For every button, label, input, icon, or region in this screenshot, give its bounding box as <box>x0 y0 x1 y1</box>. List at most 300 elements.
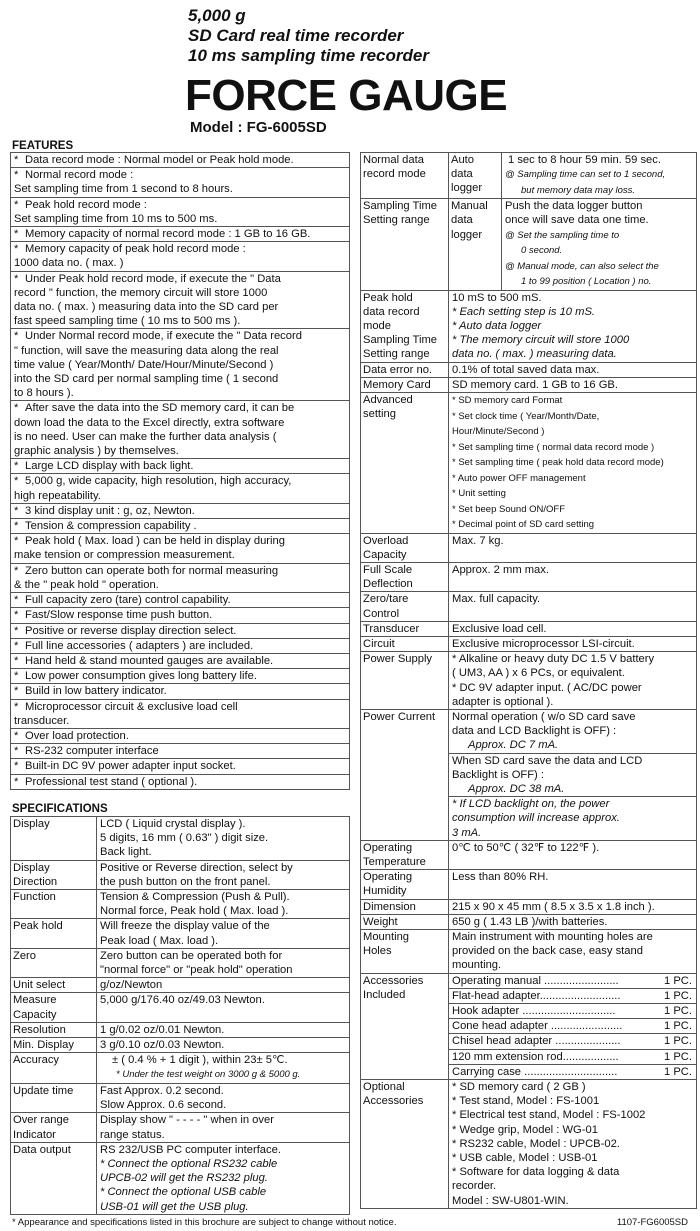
spec-value-line: Normal operation ( w/o SD card save <box>452 710 636 723</box>
feature-line <box>11 300 349 314</box>
feature-row <box>11 227 349 242</box>
spec-value-line: the push button on the front panel. <box>100 875 271 888</box>
feature-line <box>11 198 349 212</box>
feature-text: Memory capacity of normal record mode : 1 GB to 16 GB. <box>25 228 311 241</box>
spec-value <box>449 841 696 869</box>
bullet-icon: * <box>14 272 19 285</box>
feature-line <box>11 242 349 256</box>
spec-value-line: 10 mS to 500 mS. <box>452 291 542 304</box>
feature-text: high repeatability. <box>14 489 101 502</box>
disclaimer-note: * Appearance and specifications listed in this brochure are subject to change without notice. <box>12 1217 397 1228</box>
spec-value-line: Backlight is OFF) : <box>452 768 545 781</box>
spec-label-line: Peak hold <box>363 291 413 304</box>
logger-type-line: Manual <box>451 200 488 213</box>
feature-line <box>11 227 349 241</box>
feature-row <box>11 608 349 623</box>
spec-italic-line: * Connect the optional USB cable <box>100 1186 267 1199</box>
setting-item: * Set beep Sound ON/OFF <box>452 503 566 515</box>
feature-row <box>11 242 349 271</box>
spec-row <box>361 199 696 290</box>
spec-value <box>97 1084 349 1112</box>
spec-label <box>11 1038 97 1052</box>
spec-row <box>11 1113 349 1142</box>
spec-row <box>361 870 696 899</box>
spec-label-line: Memory Card <box>363 378 431 391</box>
spec-value <box>449 291 696 362</box>
spec-label-line: Weight <box>363 915 398 928</box>
spec-label-line: Function <box>13 891 56 904</box>
accessory-name: Chisel head adapter ..................... <box>452 1035 621 1048</box>
feature-text: Peak hold record mode : <box>25 198 147 211</box>
spec-value <box>97 1053 349 1083</box>
spec-row <box>361 900 696 915</box>
feature-line <box>11 416 349 430</box>
spec-value-line: RS 232/USB PC computer interface. <box>100 1143 281 1156</box>
feature-row <box>11 198 349 227</box>
spec-value <box>449 1080 696 1208</box>
spec-label <box>361 363 449 377</box>
spec-label <box>11 978 97 992</box>
feature-line <box>11 578 349 592</box>
bullet-icon: * <box>14 670 19 683</box>
feature-line <box>11 564 349 578</box>
spec-italic-line: 3 mA. <box>452 826 482 839</box>
optional-item: * Wedge grip, Model : WG-01 <box>452 1123 598 1136</box>
spec-value <box>97 890 349 918</box>
spec-label <box>11 1084 97 1112</box>
feature-text: Build in low battery indicator. <box>25 685 167 698</box>
spec-row <box>361 291 696 363</box>
feature-line <box>11 168 349 182</box>
spec-label <box>361 637 449 651</box>
feature-line <box>11 684 349 698</box>
optional-item: * Electrical test stand, Model : FS-1002 <box>452 1109 646 1122</box>
spec-italic-line: UPCB-02 will get the RS232 plug. <box>100 1172 268 1185</box>
spec-value-line: LCD ( Liquid crystal display ). <box>100 818 246 830</box>
spec-value <box>449 393 696 533</box>
spec-label <box>361 870 449 898</box>
spec-label-line: Power Current <box>363 710 436 723</box>
bullet-icon: * <box>14 685 19 698</box>
spec-label-line: Resolution <box>13 1023 66 1036</box>
bullet-icon: * <box>14 639 19 652</box>
spec-label-line: Capacity <box>13 1008 57 1021</box>
sampling-range: 1 sec to 8 hour 59 min. 59 sec. <box>508 154 661 166</box>
spec-row <box>11 978 349 993</box>
accessory-item <box>449 1019 696 1034</box>
spec-value <box>502 199 696 289</box>
feature-text: make tension or compression measurement. <box>14 549 235 562</box>
spec-note: * Under the test weight on 3000 g & 5000 g. <box>116 1069 301 1081</box>
feature-row <box>11 401 349 459</box>
spec-value <box>502 153 696 198</box>
feature-row <box>11 684 349 699</box>
feature-text: record " function, the memory circuit will store 1000 <box>14 286 268 299</box>
feature-text: Positive or reverse display direction select. <box>25 624 237 637</box>
spec-label <box>361 622 449 636</box>
spec-label-line: Update time <box>13 1084 74 1097</box>
spec-label <box>361 534 449 562</box>
page-title: FORCE GAUGE <box>185 71 508 120</box>
spec-value <box>97 1023 349 1037</box>
spec-label-line: Operating <box>363 871 413 884</box>
spec-value <box>449 592 696 620</box>
optional-item: recorder. <box>452 1180 497 1193</box>
logger-type-line: logger <box>451 182 483 195</box>
spec-label <box>361 291 449 362</box>
spec-value-line: Exclusive load cell. <box>452 622 547 635</box>
feature-text: Memory capacity of peak hold record mode : <box>25 243 246 256</box>
logger-type <box>449 153 502 198</box>
spec-label <box>361 974 449 1079</box>
spec-label-line: Indicator <box>13 1128 56 1141</box>
spec-value <box>449 622 696 636</box>
spec-value <box>97 978 349 992</box>
spec-label-line: Humidity <box>363 885 407 898</box>
spec-label-line: Sampling Time <box>363 200 437 213</box>
spec-value-line: SD memory card. 1 GB to 16 GB. <box>452 378 619 391</box>
spec-label-line: Accessories <box>363 974 424 987</box>
spec-value <box>97 1038 349 1052</box>
spec-row <box>11 1084 349 1113</box>
spec-label-line: Zero <box>13 949 37 962</box>
spec-value <box>449 637 696 651</box>
spec-label-line: Setting range <box>363 348 430 361</box>
spec-italic-line: Approx. DC 38 mA. <box>468 782 565 795</box>
accessory-name: Operating manual ........................ <box>452 974 619 987</box>
bullet-icon: * <box>14 520 19 533</box>
spec-row <box>361 841 696 870</box>
spec-value <box>97 949 349 977</box>
spec-italic-line: * Each setting step is 10 mS. <box>452 305 596 318</box>
spec-value-line: Positive or Reverse direction, select by <box>100 861 293 874</box>
bullet-icon: * <box>14 330 19 343</box>
spec-label-line: Power Supply <box>363 653 433 666</box>
features-heading: FEATURES <box>12 140 74 152</box>
capacity-heading: 5,000 g <box>188 6 246 25</box>
feature-line <box>11 744 349 758</box>
optional-item: * RS232 cable, Model : UPCB-02. <box>452 1137 620 1150</box>
bullet-icon: * <box>14 594 19 607</box>
feature-row <box>11 639 349 654</box>
spec-row <box>11 1023 349 1038</box>
feature-text: Large LCD display with back light. <box>25 460 194 473</box>
feature-row <box>11 519 349 534</box>
feature-text: is no need. User can make the further data analysis ( <box>14 430 277 443</box>
spec-value <box>449 534 696 562</box>
spec-value <box>449 870 696 898</box>
setting-item: * SD memory card Format <box>452 395 563 407</box>
accessory-qty: 1 PC. <box>664 974 692 987</box>
feature-line <box>11 593 349 607</box>
feature-text: 1000 data no. ( max. ) <box>14 257 124 270</box>
spec-row <box>11 949 349 978</box>
spec-label-line: Mounting <box>363 931 410 944</box>
accessory-name: Flat-head adapter.......................... <box>452 989 621 1002</box>
spec-label-line: Operating <box>363 841 413 854</box>
spec-value-line: Back light. <box>100 846 152 859</box>
spec-label <box>361 1080 449 1208</box>
spec-italic-line: * Auto data logger <box>452 320 542 333</box>
feature-line <box>11 759 349 773</box>
spec-value-line: Tension & Compression (Push & Pull). <box>100 891 290 904</box>
spec-label-line: mode <box>363 320 391 333</box>
spec-value-line: mounting. <box>452 959 502 972</box>
feature-line <box>11 344 349 358</box>
feature-line <box>11 314 349 328</box>
accessory-qty: 1 PC. <box>664 1065 692 1078</box>
spec-row <box>361 534 696 563</box>
bullet-icon: * <box>14 228 19 241</box>
spec-value-line: Max. full capacity. <box>452 593 541 606</box>
spec-row <box>361 1080 696 1208</box>
spec-label-line: Normal data <box>363 154 424 166</box>
spec-value-line: * Alkaline or heavy duty DC 1.5 V battery <box>452 653 655 666</box>
spec-label-line: Peak hold <box>13 920 63 933</box>
bullet-icon: * <box>14 609 19 622</box>
feature-text: Professional test stand ( optional ). <box>25 775 198 788</box>
spec-value-line: Exclusive microprocessor LSI-circuit. <box>452 637 635 650</box>
feature-row <box>11 329 349 401</box>
setting-item: * Decimal point of SD card setting <box>452 519 595 531</box>
spec-value-line: adapter is optional ). <box>452 695 554 708</box>
optional-item: * SD memory card ( 2 GB ) <box>452 1081 586 1094</box>
spec-value <box>449 974 696 1079</box>
spec-value-line: Zero button can be operated both for <box>100 949 283 962</box>
feature-line <box>11 504 349 518</box>
spec-row <box>361 393 696 534</box>
spec-value-line: 5,000 g/176.40 oz/49.03 Newton. <box>100 994 265 1007</box>
spec-value-line: Main instrument with mounting holes are <box>452 931 653 944</box>
spec-label-line: setting <box>363 408 396 421</box>
spec-italic-line: Approx. DC 7 mA. <box>468 739 559 752</box>
spec-label <box>361 652 449 709</box>
feature-row <box>11 700 349 729</box>
spec-label-line: record mode <box>363 168 426 181</box>
feature-row <box>11 744 349 759</box>
feature-line <box>11 430 349 444</box>
spec-row <box>11 890 349 919</box>
feature-row <box>11 168 349 197</box>
spec-value <box>97 1143 349 1214</box>
spec-value-line: Push the data logger button <box>505 200 643 213</box>
spec-row <box>361 974 696 1080</box>
spec-label-line: Full Scale <box>363 563 413 576</box>
feature-line <box>11 272 349 286</box>
bullet-icon: * <box>14 624 19 637</box>
spec-row <box>361 378 696 393</box>
optional-item: Model : SW-U801-WIN. <box>452 1194 569 1207</box>
spec-note: 1 to 99 position ( Location ) no. <box>521 276 652 288</box>
bullet-icon: * <box>14 745 19 758</box>
spec-label-line: Display <box>13 818 50 830</box>
feature-line <box>11 329 349 343</box>
feature-line <box>11 212 349 226</box>
spec-row <box>361 622 696 637</box>
feature-line <box>11 182 349 196</box>
spec-label-line: Included <box>363 988 406 1001</box>
spec-label-line: Zero/tare <box>363 593 409 606</box>
feature-text: Over load protection. <box>25 729 129 742</box>
spec-value-line: Display show " - - - - " when in over <box>100 1114 274 1127</box>
spec-value-line: "normal force" or "peak hold" operation <box>100 964 293 977</box>
feature-row <box>11 564 349 593</box>
feature-text: Microprocessor circuit & exclusive load cell <box>25 700 238 713</box>
feature-line <box>11 489 349 503</box>
spec-label <box>11 861 97 889</box>
spec-label-line: Transducer <box>363 622 420 635</box>
power-current-part <box>449 710 696 754</box>
accessory-qty: 1 PC. <box>664 1020 692 1033</box>
spec-label <box>361 930 449 973</box>
optional-item: * Software for data logging & data <box>452 1166 620 1179</box>
spec-label-line: Display <box>13 861 50 874</box>
feature-row <box>11 729 349 744</box>
spec-value <box>449 652 696 709</box>
accessory-qty: 1 PC. <box>664 1005 692 1018</box>
feature-text: to 8 hours ). <box>14 387 74 400</box>
feature-line <box>11 669 349 683</box>
spec-italic-line: * Connect the optional RS232 cable <box>100 1157 278 1170</box>
setting-item: * Auto power OFF management <box>452 472 586 484</box>
feature-row <box>11 153 349 168</box>
spec-value-line: * DC 9V adapter input. ( AC/DC power <box>452 681 642 694</box>
spec-italic-line: USB-01 will get the USB plug. <box>100 1200 249 1213</box>
setting-item: * Unit setting <box>452 488 506 500</box>
spec-row <box>11 919 349 948</box>
feature-text: Fast/Slow response time push button. <box>25 609 213 622</box>
logger-type <box>449 199 502 289</box>
spec-value <box>449 930 696 973</box>
spec-label-line: Accessories <box>363 1095 424 1108</box>
setting-item: * Set clock time ( Year/Month/Date, <box>452 410 600 422</box>
feature-text: fast speed sampling time ( 10 ms to 500 ms ). <box>14 315 241 328</box>
feature-line <box>11 608 349 622</box>
accessory-name: Hook adapter .............................. <box>452 1005 616 1018</box>
spec-row <box>361 930 696 974</box>
spec-label-line: Optional <box>363 1081 405 1094</box>
spec-row <box>11 993 349 1022</box>
spec-label <box>361 915 449 929</box>
feature-row <box>11 272 349 330</box>
spec-label <box>11 1053 97 1083</box>
feature-row <box>11 654 349 669</box>
spec-note: @ Set the sampling time to <box>505 229 620 241</box>
feature-line <box>11 358 349 372</box>
feature-text: Data record mode : Normal model or Peak hold mode. <box>25 154 294 166</box>
spec-value-line: Slow Approx. 0.6 second. <box>100 1099 227 1112</box>
feature-text: Zero button can operate both for normal measuring <box>25 564 279 577</box>
spec-label-line: Min. Display <box>13 1039 74 1052</box>
spec-label-line: Sampling Time <box>363 334 437 347</box>
spec-row <box>11 1143 349 1214</box>
spec-value <box>97 1113 349 1141</box>
spec-value-line: Normal force, Peak hold ( Max. load ). <box>100 905 289 918</box>
feature-line <box>11 386 349 400</box>
bullet-icon: * <box>14 775 19 788</box>
bullet-icon: * <box>14 402 19 415</box>
spec-value-line: Peak load ( Max. load ). <box>100 934 219 947</box>
optional-item: * Test stand, Model : FS-1001 <box>452 1095 600 1108</box>
accessory-name: Cone head adapter ....................... <box>452 1020 623 1033</box>
spec-note: 0 second. <box>521 245 563 257</box>
specifications-right-table <box>360 152 697 1209</box>
spec-value-line: 1 g/0.02 oz/0.01 Newton. <box>100 1023 225 1036</box>
spec-note: @ Sampling time can set to 1 second, <box>505 169 666 181</box>
spec-value <box>97 993 349 1021</box>
accessory-qty: 1 PC. <box>664 989 692 1002</box>
spec-label-line: Accuracy <box>13 1054 60 1067</box>
spec-label-line: Direction <box>13 875 58 888</box>
accessory-item <box>449 974 696 989</box>
spec-label-line: Control <box>363 607 400 620</box>
recorder-heading: SD Card real time recorder <box>188 26 404 45</box>
spec-label <box>361 710 449 840</box>
feature-row <box>11 624 349 639</box>
feature-line <box>11 286 349 300</box>
spec-label <box>11 1113 97 1141</box>
spec-label-line: Data output <box>13 1143 71 1156</box>
feature-line <box>11 372 349 386</box>
specifications-heading: SPECIFICATIONS <box>12 803 108 815</box>
spec-value-line: g/oz/Newton <box>100 979 163 992</box>
feature-text: Set sampling time from 1 second to 8 hours. <box>14 183 233 196</box>
spec-row <box>361 652 696 710</box>
bullet-icon: * <box>14 700 19 713</box>
bullet-icon: * <box>14 564 19 577</box>
spec-label-line: Dimension <box>363 900 416 913</box>
accessory-item <box>449 989 696 1004</box>
bullet-icon: * <box>14 654 19 667</box>
feature-line <box>11 153 349 167</box>
spec-value <box>449 563 696 591</box>
feature-row <box>11 474 349 503</box>
spec-value <box>97 919 349 947</box>
feature-text: & the " peak hold " operation. <box>14 578 159 591</box>
spec-value-line: ( UM3, AA ) x 6 PCs, or equivalent. <box>452 667 625 680</box>
feature-text: Set sampling time from 10 ms to 500 ms. <box>14 212 218 225</box>
feature-line <box>11 775 349 789</box>
spec-value-line: Will freeze the display value of the <box>100 920 270 933</box>
feature-row <box>11 459 349 474</box>
spec-value <box>449 363 696 377</box>
spec-italic-line: consumption will increase approx. <box>452 812 620 825</box>
spec-row <box>361 710 696 841</box>
feature-text: Under Normal record mode, if execute the " Data record <box>25 330 302 343</box>
spec-label-line: data record <box>363 305 420 318</box>
spec-label-line: Temperature <box>363 856 426 868</box>
spec-label <box>361 199 449 289</box>
spec-label-line: Unit select <box>13 979 66 992</box>
accessory-item <box>449 1034 696 1049</box>
feature-line <box>11 474 349 488</box>
spec-value-line: ± ( 0.4 % + 1 digit ), within 23± 5℃. <box>112 1054 288 1067</box>
bullet-icon: * <box>14 504 19 517</box>
spec-label-line: Capacity <box>363 548 407 561</box>
features-list <box>10 152 350 790</box>
bullet-icon: * <box>14 169 19 182</box>
spec-row <box>361 592 696 621</box>
feature-line <box>11 256 349 270</box>
spec-row <box>11 1038 349 1053</box>
feature-text: Tension & compression capability . <box>25 520 197 533</box>
optional-item: * USB cable, Model : USB-01 <box>452 1152 598 1165</box>
spec-value <box>97 817 349 860</box>
spec-value-line: 215 x 90 x 45 mm ( 8.5 x 3.5 x 1.8 inch ). <box>452 900 655 913</box>
feature-text: 3 kind display unit : g, oz, Newton. <box>25 504 195 517</box>
feature-text: Full capacity zero (tare) control capability. <box>25 594 231 607</box>
spec-value <box>449 900 696 914</box>
